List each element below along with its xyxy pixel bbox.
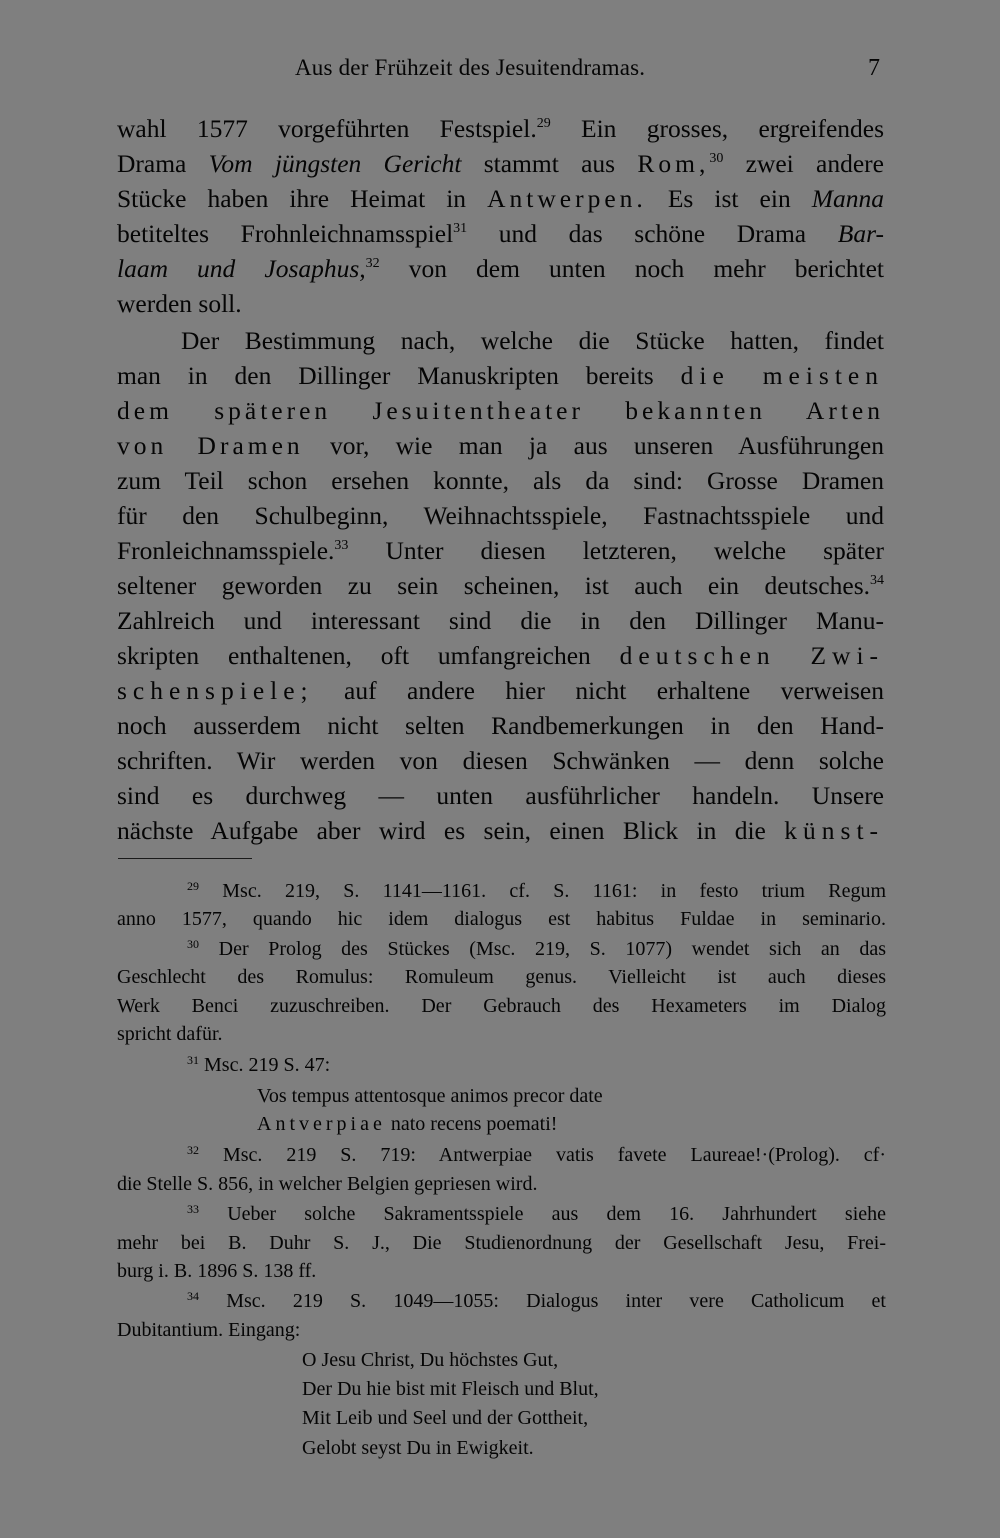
text-line: dem späteren Jesuitentheater bekannten Arten bbox=[117, 396, 884, 425]
footnote-32: $^{32}$ Msc. 219 S. 719: Antwerpiae vatis favete Laureae!·(Prolog). cf· bbox=[187, 1143, 887, 1166]
text-line: wahl 1577 vorgeführten Festspiel.$^{29}$ Ein grosses, ergreifendes bbox=[117, 114, 885, 143]
footnote-separator bbox=[118, 858, 252, 859]
verse-line: Der Du hie bist mit Fleisch und Blut, bbox=[302, 1378, 599, 1400]
footnote-34: $^{34}$ Msc. 219 S. 1049—1055: Dialogus inter vere Catholicum et bbox=[187, 1289, 886, 1312]
text-line: noch ausserdem nicht selten Randbemerkungen in den Hand- bbox=[117, 711, 884, 740]
text-line: man in den Dillinger Manuskripten bereits die meisten bbox=[117, 361, 885, 390]
footnote-ref: 30 bbox=[709, 151, 724, 166]
text-line: werden soll. bbox=[117, 289, 242, 318]
verse-line: Mit Leib und Seel und der Gottheit, bbox=[302, 1407, 589, 1429]
running-header: Aus der Frühzeit des Jesuitendramas. bbox=[295, 55, 646, 80]
work-title: Bar- bbox=[837, 219, 884, 248]
work-title: Manna bbox=[811, 184, 885, 213]
verse-line: Antverpiae nato recens poemati! bbox=[257, 1113, 558, 1135]
text-line: Fronleichnamsspiele.$^{33}$ Unter diesen letzteren, welche später bbox=[117, 536, 884, 565]
text-line: schenspiele; auf andere hier nicht erhaltene verweisen bbox=[117, 676, 884, 705]
footnote-ref: 32 bbox=[365, 256, 380, 271]
text-line: seltener geworden zu sein scheinen, ist auch ein deutsches.$^{34}$ bbox=[117, 571, 884, 600]
footnote-line: spricht dafür. bbox=[117, 1023, 223, 1045]
footnote-line: Geschlecht des Romulus: Romuleum genus. Vielleicht ist auch dieses bbox=[117, 966, 886, 988]
text-line: Drama Vom jüngsten Gericht stammt aus Rom,$^{30}$ zwei andere bbox=[117, 149, 884, 178]
work-title: laam und Josaphus, bbox=[117, 254, 366, 283]
text-line: skripten enthaltenen, oft umfangreichen deutschen Zwi- bbox=[117, 641, 885, 670]
text-line: betiteltes Frohnleichnamsspiel$^{31}$ und das schöne Drama Bar- bbox=[117, 219, 884, 248]
footnote-29: $^{29}$ Msc. 219, S. 1141—1161. cf. S. 1161: in festo trium Regum bbox=[187, 879, 887, 902]
page-number: 7 bbox=[868, 55, 880, 81]
footnote-30: $^{30}$ Der Prolog des Stückes (Msc. 219, S. 1077) wendet sich an das bbox=[187, 937, 887, 960]
footnote-ref: 34 bbox=[870, 573, 884, 588]
footnote-31: $^{31}$ Msc. 219 S. 47: bbox=[187, 1053, 331, 1076]
text-line: schriften. Wir werden von diesen Schwänken — denn solche bbox=[117, 746, 884, 775]
footnote-line: Dubitantium. Eingang: bbox=[117, 1319, 301, 1341]
text-line: nächste Aufgabe aber wird es sein, einen Blick in die künst- bbox=[117, 816, 885, 845]
text-line: Stücke haben ihre Heimat in Antwerpen. Es ist ein Manna bbox=[117, 184, 885, 213]
footnote-ref: 31 bbox=[453, 221, 468, 236]
verse-line: O Jesu Christ, Du höchstes Gut, bbox=[302, 1349, 559, 1371]
footnote-line: anno 1577, quando hic idem dialogus est habitus Fuldae in seminario. bbox=[117, 908, 886, 930]
verse-line: Gelobt seyst Du in Ewigkeit. bbox=[302, 1437, 534, 1459]
footnote-33: $^{33}$ Ueber solche Sakramentsspiele aus dem 16. Jahrhundert siehe bbox=[187, 1202, 886, 1225]
footnote-ref: 29 bbox=[536, 116, 551, 131]
work-title: Vom jüngsten Gericht bbox=[208, 149, 462, 178]
text-line: von Dramen vor, wie man ja aus unseren Ausführungen bbox=[117, 431, 884, 460]
footnote-line: mehr bei B. Duhr S. J., Die Studienordnung der Gesellschaft Jesu, Frei- bbox=[117, 1232, 886, 1254]
text-line: Zahlreich und interessant sind die in den Dillinger Manu- bbox=[117, 606, 884, 635]
footnote-line: burg i. B. 1896 S. 138 ff. bbox=[117, 1260, 317, 1282]
text-line: für den Schulbeginn, Weihnachtsspiele, Fastnachtsspiele und bbox=[117, 501, 884, 530]
footnote-ref: 33 bbox=[334, 538, 349, 553]
verse-line: Vos tempus attentosque animos precor date bbox=[257, 1085, 603, 1107]
text-line: zum Teil schon ersehen konnte, als da sind: Grosse Dramen bbox=[117, 466, 884, 495]
text-line: sind es durchweg — unten ausführlicher handeln. Unsere bbox=[117, 781, 884, 810]
footnote-line: die Stelle S. 856, in welcher Belgien gepriesen wird. bbox=[117, 1173, 538, 1195]
text-line: laam und Josaphus,$^{32}$ von dem unten noch mehr berichtet bbox=[117, 254, 885, 283]
paragraph-start: Der Bestimmung nach, welche die Stücke hatten, findet bbox=[181, 326, 884, 355]
footnote-line: Werk Benci zuzuschreiben. Der Gebrauch des Hexameters im Dialog bbox=[117, 995, 886, 1017]
